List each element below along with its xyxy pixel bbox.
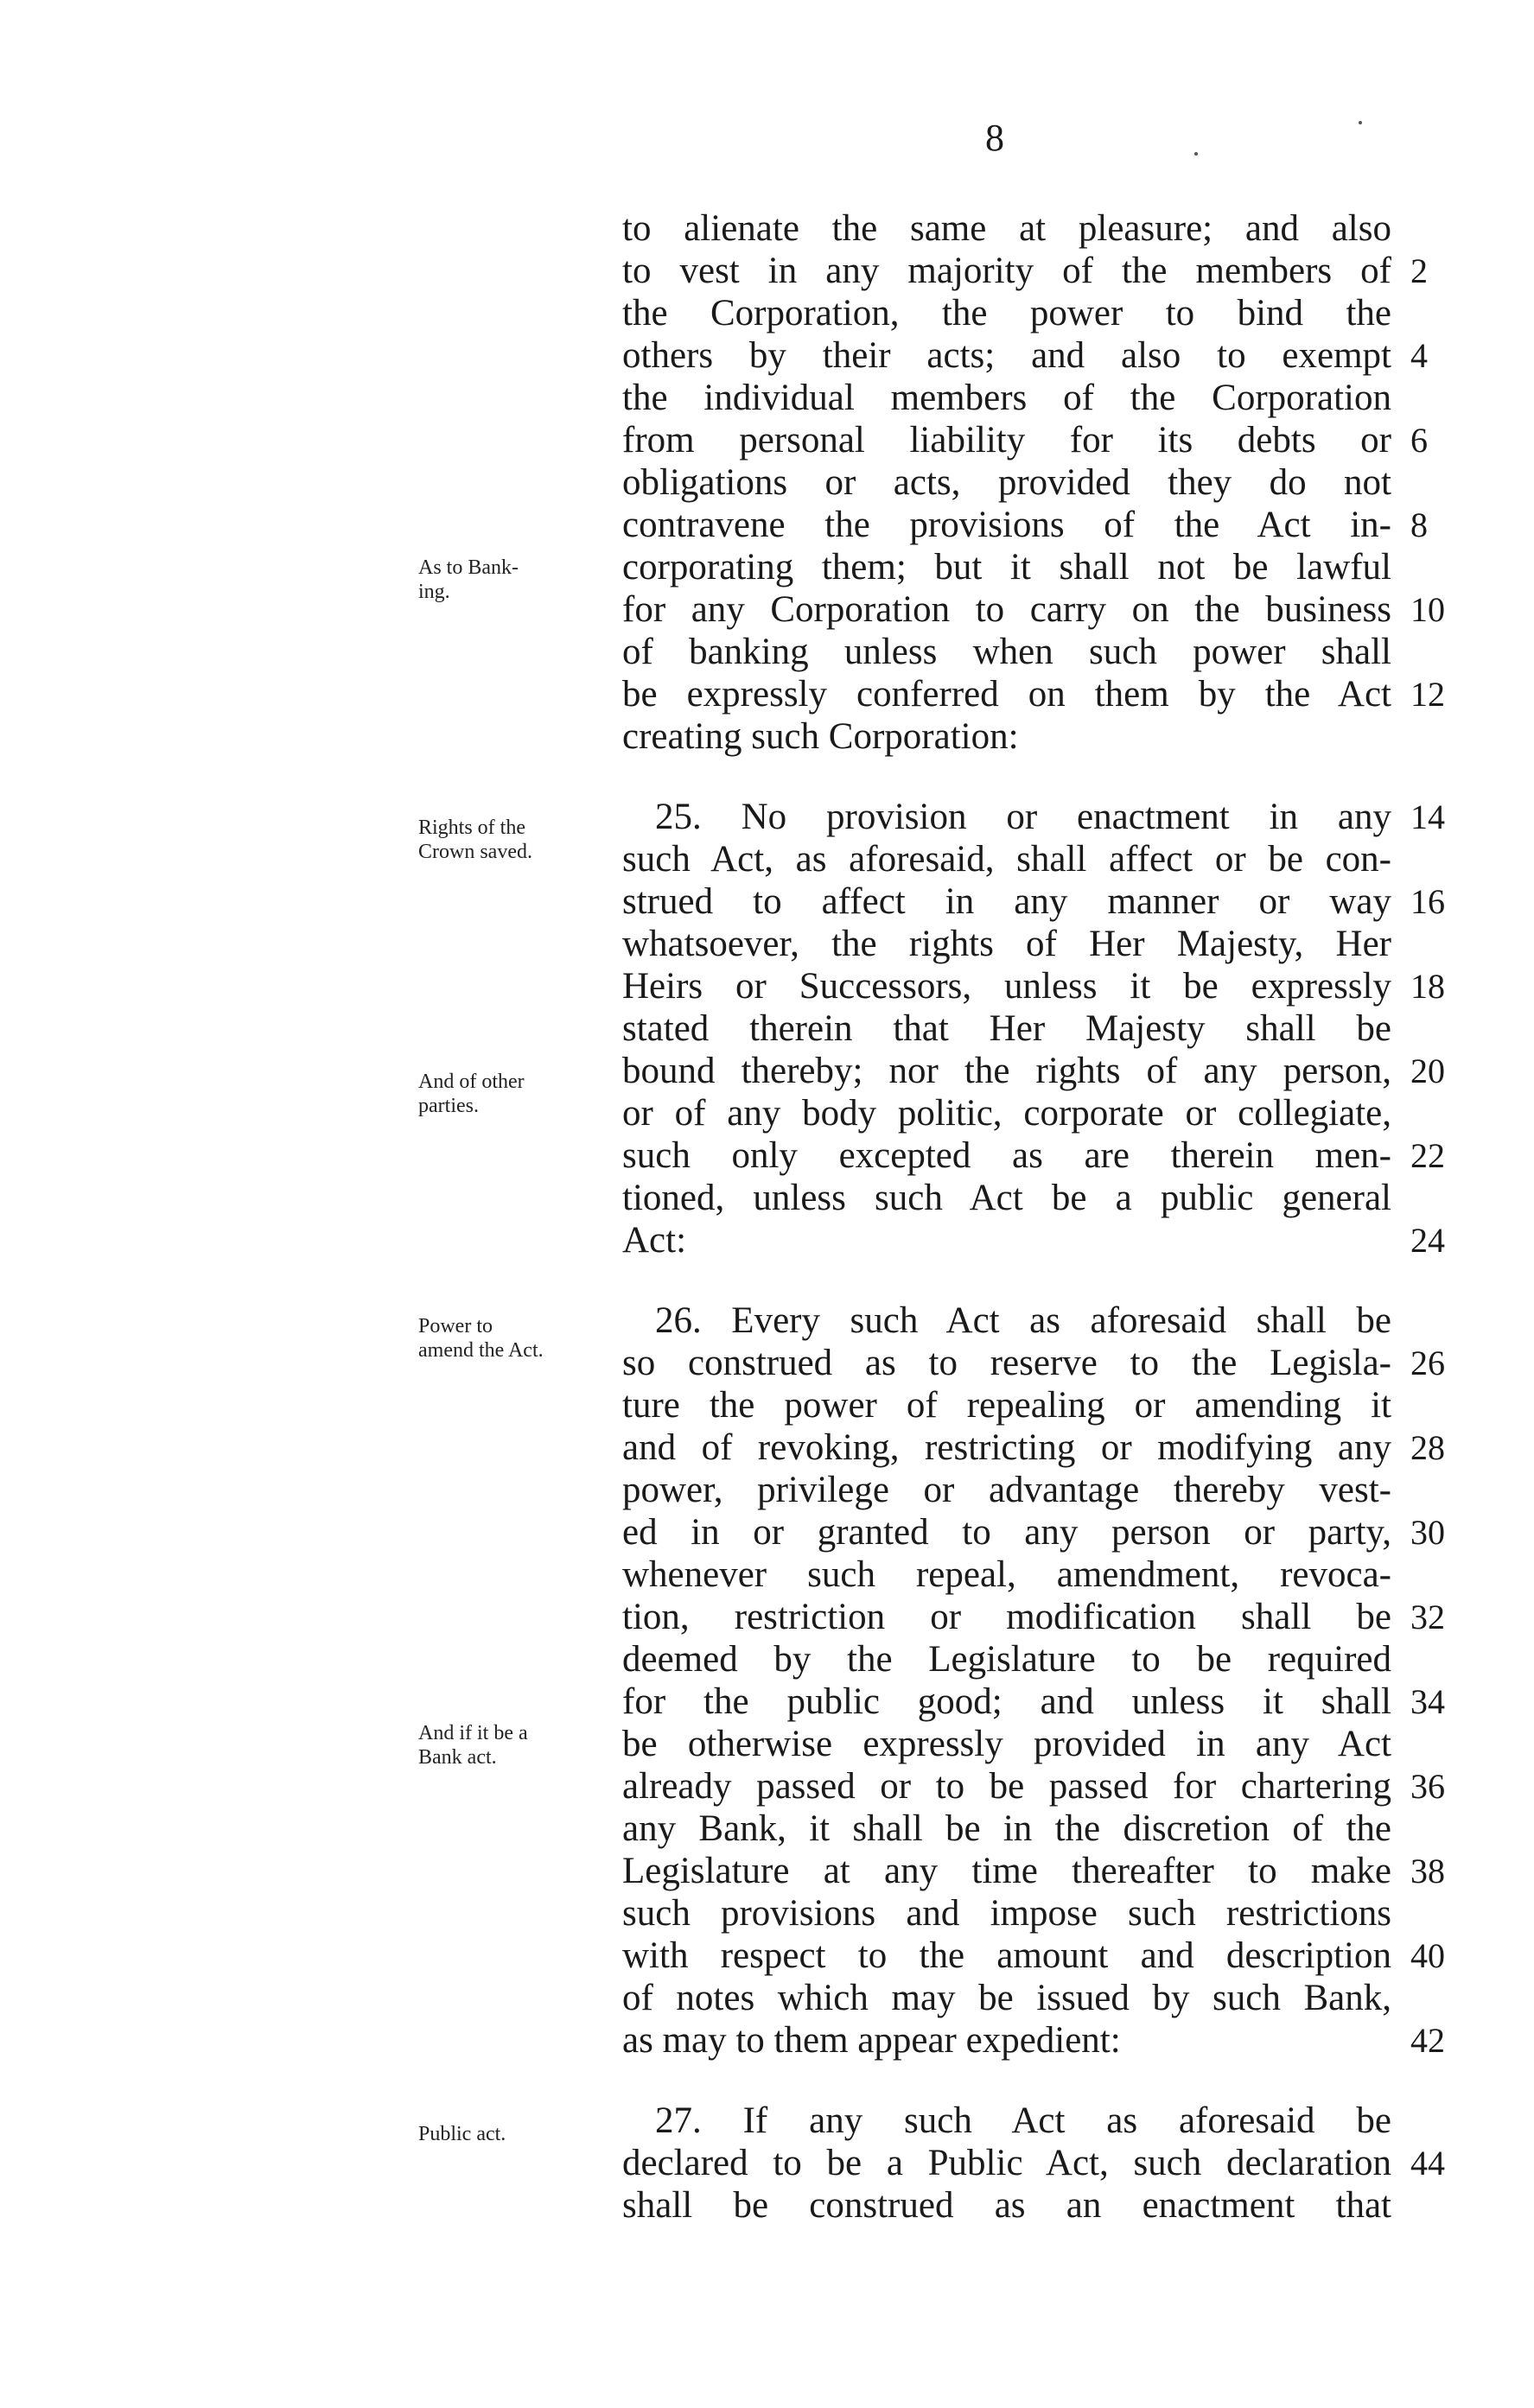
line-number: 24 [1410,1221,1445,1260]
side-note-text: As to Bank- ing. [418,556,519,603]
line-text: contravene the provisions of the Act in- [622,505,1391,545]
text-line [622,1177,1391,1219]
text-line [622,1808,1391,1850]
line-text: Heirs or Successors, unless it be expressly [622,966,1391,1007]
text-line [622,1219,1445,1261]
line-number: 10 [1410,590,1445,629]
text-line [622,2142,1445,2184]
text-line [622,2100,1391,2142]
line-text: be expressly conferred on them by the Act [622,674,1391,715]
line-text: ture the power of repealing or amending it [622,1385,1391,1426]
text-line [622,1596,1445,1638]
line-text: others by their acts; and also to exempt [622,335,1391,376]
line-text: Act: [622,1220,687,1261]
text-line [622,1892,1391,1935]
text-line [622,1723,1391,1765]
line-text: to vest in any majority of the members of [622,251,1391,291]
line-text: so construed as to reserve to the Legisla- [622,1343,1391,1383]
line-number: 18 [1410,967,1445,1006]
text-line [622,377,1391,419]
line-text: for the public good; and unless it shall [622,1681,1391,1722]
page-number: 8 [985,117,1004,159]
side-note-bank-act [418,1721,591,1769]
text-line [622,546,1391,588]
text-line [622,1426,1445,1469]
line-text: deemed by the Legislature to be required [622,1639,1391,1680]
text-line [622,1765,1445,1808]
line-text: such Act, as aforesaid, shall affect or be con- [622,839,1391,880]
side-note-text: And of other parties. [418,1071,525,1117]
text-line [622,1007,1391,1050]
line-text: whenever such repeal, amendment, revoca- [622,1554,1391,1595]
side-note-text: Rights of the Crown saved. [418,816,532,863]
text-line [622,1553,1391,1596]
text-line [622,207,1391,250]
text-line [622,250,1428,292]
text-line [622,334,1428,377]
line-text: obligations or acts, provided they do not [622,462,1391,503]
line-text: 25. No provision or enactment in any [655,797,1391,837]
line-text: already passed or to be passed for chartering [622,1766,1391,1807]
line-text: from personal liability for its debts or [622,420,1391,461]
line-text: and of revoking, restricting or modifying any [622,1427,1391,1468]
line-text: bound thereby; nor the rights of any person, [622,1051,1391,1091]
text-line [622,1638,1391,1681]
line-text: such only excepted as are therein men- [622,1135,1391,1176]
line-number: 14 [1410,797,1445,836]
line-text: the individual members of the Corporation [622,378,1391,418]
line-number: 30 [1410,1513,1445,1552]
text-line [622,1511,1445,1553]
line-text: shall be construed as an enactment that [622,2185,1391,2226]
side-note-text: Power to amend the Act. [418,1315,544,1362]
text-line [622,419,1428,461]
line-number: 38 [1410,1852,1445,1890]
line-text: whatsoever, the rights of Her Majesty, Her [622,924,1391,964]
line-number: 16 [1410,882,1445,921]
scan-speck [1194,152,1198,156]
line-number: 42 [1410,2021,1445,2060]
side-note-public-act [418,2122,591,2146]
text-line [622,1384,1391,1426]
line-number: 36 [1410,1767,1445,1806]
line-number: 44 [1410,2144,1445,2182]
text-column [622,207,1445,2227]
line-text: 26. Every such Act as aforesaid shall be [655,1300,1391,1341]
line-number: 6 [1410,421,1428,460]
line-number: 22 [1410,1136,1445,1175]
text-line [622,1092,1391,1134]
text-line [622,880,1445,923]
side-note-banking [418,556,591,604]
line-number: 32 [1410,1598,1445,1636]
line-text: stated therein that Her Majesty shall be [622,1008,1391,1049]
text-line [622,715,1391,758]
line-text: or of any body politic, corporate or collegiate, [622,1093,1391,1134]
line-number: 28 [1410,1428,1445,1467]
line-text: be otherwise expressly provided in any Act [622,1724,1391,1764]
text-line [622,1299,1391,1342]
text-line [622,965,1445,1007]
line-number: 2 [1410,251,1428,290]
line-number: 34 [1410,1682,1445,1721]
line-number: 4 [1410,336,1428,375]
text-line [622,1469,1391,1511]
line-text: tion, restriction or modification shall be [622,1597,1391,1637]
line-text: of banking unless when such power shall [622,632,1391,672]
line-text: corporating them; but it shall not be lawful [622,547,1391,588]
line-text: creating such Corporation: [622,716,1019,757]
line-number: 20 [1410,1052,1445,1090]
text-line [622,2019,1445,2062]
side-note-power-to-amend [418,1314,591,1363]
side-note-text: Public act. [418,2123,506,2145]
side-note-other-parties [418,1070,591,1118]
text-line [622,1050,1445,1092]
line-text: with respect to the amount and description [622,1935,1391,1976]
text-line [622,1342,1445,1384]
line-text: declared to be a Public Act, such declaration [622,2143,1391,2183]
line-text: strued to affect in any manner or way [622,881,1391,922]
line-text: 27. If any such Act as aforesaid be [655,2100,1391,2141]
text-line [622,504,1428,546]
text-line [622,1681,1445,1723]
line-number: 40 [1410,1936,1445,1975]
text-line [622,461,1391,504]
text-line [622,673,1445,715]
line-text: the Corporation, the power to bind the [622,293,1391,334]
text-line [622,838,1391,880]
text-line [622,1935,1445,1977]
text-line [622,923,1391,965]
line-text: ed in or granted to any person or party, [622,1512,1391,1553]
line-text: to alienate the same at pleasure; and also [622,208,1391,249]
line-number: 12 [1410,675,1445,714]
scan-speck [1359,121,1362,124]
text-line [622,2184,1391,2227]
text-line [622,292,1391,334]
text-line [622,1134,1445,1177]
line-text: such provisions and impose such restrictions [622,1893,1391,1934]
line-text: for any Corporation to carry on the business [622,589,1391,630]
line-text: any Bank, it shall be in the discretion of the [622,1808,1391,1849]
line-text: Legislature at any time thereafter to make [622,1851,1391,1891]
side-note-crown-rights [418,816,591,864]
line-number: 26 [1410,1344,1445,1382]
line-text: of notes which may be issued by such Bank, [622,1978,1391,2018]
text-line [622,796,1445,838]
side-note-text: And if it be a Bank act. [418,1722,528,1769]
line-text: tioned, unless such Act be a public general [622,1178,1391,1218]
text-line [622,588,1445,631]
line-number: 8 [1410,505,1428,544]
text-line [622,1977,1391,2019]
text-line [622,631,1391,673]
line-text: as may to them appear expedient: [622,2020,1121,2061]
line-text: power, privilege or advantage thereby vest- [622,1470,1391,1510]
text-line [622,1850,1445,1892]
